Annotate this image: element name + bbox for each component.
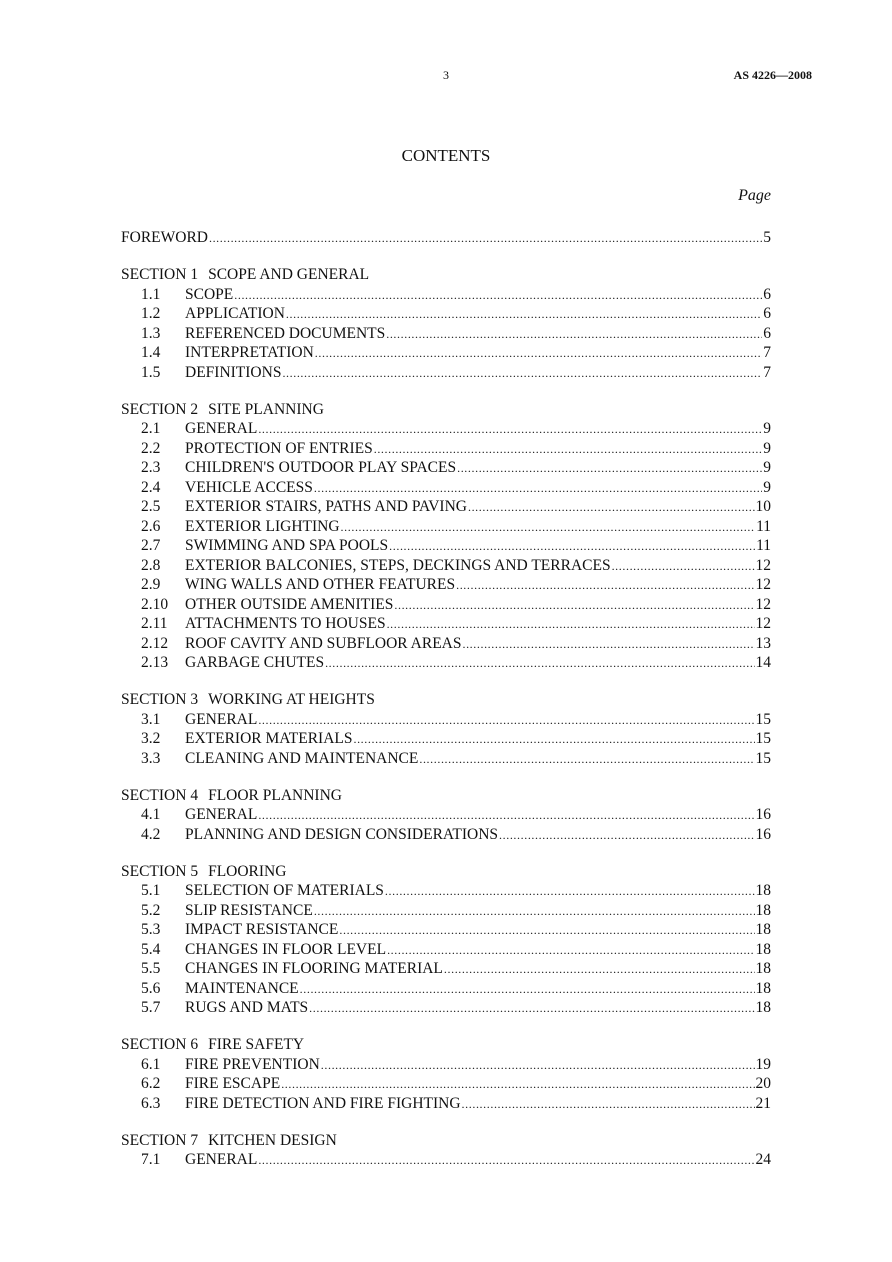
section-title: WORKING AT HEIGHTS [208,691,375,708]
toc-entry[interactable] [121,1055,771,1075]
dot-leader [386,324,762,345]
section-heading[interactable] [121,1035,771,1055]
dot-leader [374,439,763,460]
section-heading[interactable] [121,1131,771,1151]
toc-entry-label: OTHER OUTSIDE AMENITIES [185,595,394,613]
toc-entry-label: PLANNING AND DESIGN CONSIDERATIONS [185,825,499,843]
toc-entry-page: 16 [755,825,771,843]
toc-entry-label: SLIP RESISTANCE [185,901,313,919]
toc-entry-number: 5.7 [141,999,161,1016]
toc-entry-label: WING WALLS AND OTHER FEATURES [185,576,456,593]
toc-entry-label: RUGS AND MATS [185,999,309,1016]
dot-leader [315,343,762,364]
toc-entry-label: CHANGES IN FLOOR LEVEL [185,940,387,958]
toc-entry-label: DEFINITIONS [185,363,282,381]
toc-entry[interactable] [121,419,771,439]
toc-entry-number: 1.4 [141,344,161,361]
dot-leader [300,979,755,1000]
toc-entry-page: 15 [755,730,771,747]
toc-entry-number: 7.1 [141,1151,161,1168]
dot-leader [456,575,754,596]
toc-entry[interactable] [121,881,771,901]
toc-entry-label: EXTERIOR BALCONIES, STEPS, DECKINGS AND TERRACES [185,556,611,574]
section-number: SECTION 6 [121,1036,199,1053]
page-column-label: Page [738,187,771,204]
dot-leader [339,920,754,941]
dot-leader [314,901,755,922]
toc-entry-label: SELECTION OF MATERIALS [185,882,384,899]
toc-entry[interactable] [121,729,771,749]
toc-entry-number: 5.3 [141,921,161,938]
toc-entry-label: PROTECTION OF ENTRIES [185,439,373,457]
toc-entry-page: 12 [755,595,771,613]
section-heading[interactable] [121,690,771,710]
toc-entry[interactable] [121,343,771,363]
toc-entry-label: REFERENCED DOCUMENTS [185,324,386,342]
toc-entry[interactable] [121,536,771,556]
toc-entry-label: APPLICATION [185,305,285,322]
toc-entry-label: FOREWORD [121,229,208,246]
toc-entry-number: 2.10 [141,595,169,613]
toc-entry-label: EXTERIOR STAIRS, PATHS AND PAVING [185,498,467,515]
toc-entry-number: 1.1 [141,285,161,303]
dot-leader [286,304,762,325]
toc-entry[interactable] [121,653,771,673]
toc-entry-page: 18 [755,901,771,919]
dot-leader [314,478,762,499]
toc-entry-number: 2.13 [141,654,169,671]
section-title: FIRE SAFETY [208,1036,305,1053]
dot-leader [468,497,755,518]
section-heading[interactable] [121,400,771,420]
section-number: SECTION 3 [121,691,199,708]
toc-entry[interactable] [121,710,771,730]
toc-entry-page: 9 [763,459,771,476]
toc-entry-label: CLEANING AND MAINTENANCE [185,749,419,767]
toc-entry-label: MAINTENANCE [185,979,299,997]
toc-entry-label: GARBAGE CHUTES [185,654,325,671]
toc-entry-number: 2.6 [141,517,161,535]
toc-entry-page: 18 [755,999,771,1016]
toc-entry-page: 9 [763,478,771,496]
dot-leader [281,1074,754,1095]
toc-entry[interactable] [121,634,771,654]
toc-entry-number: 2.9 [141,576,161,593]
toc-entry-page: 5 [763,229,771,246]
toc-entry-number: 6.1 [141,1055,161,1073]
toc-entry[interactable] [121,458,771,478]
toc-entry-number: 2.4 [141,478,161,496]
toc-entry[interactable] [121,805,771,825]
dot-leader [499,825,754,846]
toc-entry-label: FIRE PREVENTION [185,1055,320,1073]
toc-entry-number: 5.4 [141,940,161,958]
toc-entry[interactable] [121,920,771,940]
toc-entry-number: 5.5 [141,960,161,977]
toc-entry-page: 11 [756,517,771,535]
toc-entry-page: 16 [755,806,771,823]
toc-entry[interactable] [121,614,771,634]
toc-entry[interactable] [121,575,771,595]
section-title: FLOORING [208,862,287,880]
toc-entry-page: 18 [755,940,771,958]
toc-entry-label: ROOF CAVITY AND SUBFLOOR AREAS [185,634,462,652]
toc-entry[interactable] [121,304,771,324]
toc-entry-label: GENERAL [185,806,258,823]
toc-entry-number: 5.6 [141,979,161,997]
section-heading[interactable] [121,786,771,806]
toc-entry-label: CHILDREN'S OUTDOOR PLAY SPACES [185,459,457,476]
toc-entry[interactable] [121,285,771,305]
dot-leader [462,1094,755,1115]
toc-entry[interactable] [121,979,771,999]
toc-entry-number: 2.8 [141,556,161,574]
toc-entry-page: 9 [763,439,771,457]
section-number: SECTION 5 [121,862,199,880]
toc-entry-label: IMPACT RESISTANCE [185,921,339,938]
toc-entry-page: 7 [763,344,771,361]
toc-entry[interactable] [121,497,771,517]
toc-entry-number: 3.2 [141,730,161,747]
dot-leader [457,458,762,479]
section-heading[interactable] [121,265,771,285]
toc-entry-number: 5.1 [141,882,161,899]
toc-entry-page: 6 [763,324,771,342]
toc-entry-label: SCOPE [185,285,234,303]
toc-entry[interactable] [121,439,771,459]
toc-entry-page: 19 [755,1055,771,1073]
toc-entry-page: 15 [755,710,771,728]
dot-leader [321,1055,755,1076]
section-title: KITCHEN DESIGN [208,1131,337,1149]
page-title: CONTENTS [401,146,491,165]
dot-leader [309,998,754,1019]
dot-leader [385,881,755,902]
toc-entry-page: 15 [755,749,771,767]
toc-entry-page: 21 [755,1094,771,1112]
toc-entry[interactable] [121,363,771,383]
dot-leader [341,517,756,538]
toc-entry-number: 4.1 [141,806,161,823]
toc-entry-number: 2.11 [141,615,168,632]
toc-entry-page: 18 [755,882,771,899]
toc-entry[interactable] [121,940,771,960]
toc-entry-label: GENERAL [185,420,258,437]
toc-entry-number: 2.2 [141,439,161,457]
toc-entry[interactable] [121,595,771,615]
dot-leader [258,710,754,731]
toc-entry[interactable] [121,1094,771,1114]
dot-leader [394,595,754,616]
toc-entry-page: 14 [755,654,771,671]
toc-entry-label: VEHICLE ACCESS [185,478,313,496]
toc-entry[interactable] [121,901,771,921]
toc-entry[interactable] [121,998,771,1018]
toc-entry-page: 6 [763,285,771,303]
section-title: SITE PLANNING [208,400,324,418]
dot-leader [387,940,754,961]
toc-sections [121,265,771,1170]
toc-entry-page: 18 [755,960,771,977]
section-number: SECTION 7 [121,1131,199,1149]
toc-entry-number: 2.7 [141,537,161,554]
toc-entry-number: 3.3 [141,749,161,767]
toc-entry-page: 20 [755,1075,771,1092]
toc-entry-number: 4.2 [141,825,161,843]
toc-entry-label: FIRE ESCAPE [185,1075,281,1092]
section-heading[interactable] [121,862,771,882]
toc-entry-page: 13 [755,634,771,652]
toc-entry-foreword[interactable] [121,228,771,248]
toc-entry[interactable] [121,749,771,769]
toc-entry-page: 11 [756,537,771,554]
toc-entry[interactable] [121,478,771,498]
toc-entry-page: 12 [755,615,771,632]
toc-entry-number: 1.2 [141,305,161,322]
dot-leader [258,419,762,440]
section-number: SECTION 2 [121,400,199,418]
toc-entry-number: 1.3 [141,324,161,342]
toc-entry-number: 6.2 [141,1075,161,1092]
toc-entry-label: EXTERIOR MATERIALS [185,730,353,747]
toc-entry-label: EXTERIOR LIGHTING [185,517,340,535]
section-title: FLOOR PLANNING [208,786,342,804]
table-of-contents [121,228,771,1170]
toc-entry-label: SWIMMING AND SPA POOLS [185,537,389,554]
toc-entry-number: 2.5 [141,498,161,515]
toc-entry-number: 2.3 [141,459,161,476]
dot-leader [234,285,762,306]
toc-entry-label: GENERAL [185,1151,258,1168]
toc-entry-page: 7 [763,363,771,381]
toc-entry-page: 9 [763,420,771,437]
toc-entry-page: 24 [755,1151,771,1168]
dot-leader [419,749,754,770]
toc-entry-label: INTERPRETATION [185,344,314,361]
dot-leader [387,614,755,635]
toc-entry-label: ATTACHMENTS TO HOUSES [185,615,386,632]
toc-entry-page: 6 [763,305,771,322]
toc-entry[interactable] [121,324,771,344]
dot-leader [258,805,754,826]
dot-leader [444,959,755,980]
dot-leader [612,556,755,577]
toc-entry-page: 12 [755,556,771,574]
toc-entry-number: 2.12 [141,634,169,652]
toc-entry[interactable] [121,556,771,576]
dot-leader [325,653,754,674]
section-title: SCOPE AND GENERAL [208,266,370,283]
toc-entry-number: 3.1 [141,710,161,728]
toc-entry[interactable] [121,959,771,979]
toc-entry[interactable] [121,1150,771,1170]
dot-leader [282,363,762,384]
page-number: 3 [443,68,449,82]
dot-leader [209,228,762,249]
document-id: AS 4226—2008 [733,68,812,82]
toc-entry[interactable] [121,1074,771,1094]
toc-entry-page: 12 [755,576,771,593]
dot-leader [258,1150,754,1171]
toc-entry-number: 1.5 [141,363,161,381]
dot-leader [353,729,754,750]
toc-entry-label: CHANGES IN FLOORING MATERIAL [185,960,443,977]
toc-entry-label: FIRE DETECTION AND FIRE FIGHTING [185,1094,461,1112]
toc-entry-number: 6.3 [141,1094,161,1112]
toc-entry-page: 18 [755,979,771,997]
section-number: SECTION 1 [121,266,199,283]
dot-leader [389,536,755,557]
toc-entry[interactable] [121,517,771,537]
toc-entry-page: 10 [755,498,771,515]
toc-entry-page: 18 [755,921,771,938]
toc-entry-number: 5.2 [141,901,161,919]
toc-entry-number: 2.1 [141,420,161,437]
toc-entry[interactable] [121,825,771,845]
toc-entry-label: GENERAL [185,710,258,728]
section-number: SECTION 4 [121,786,199,804]
dot-leader [462,634,754,655]
